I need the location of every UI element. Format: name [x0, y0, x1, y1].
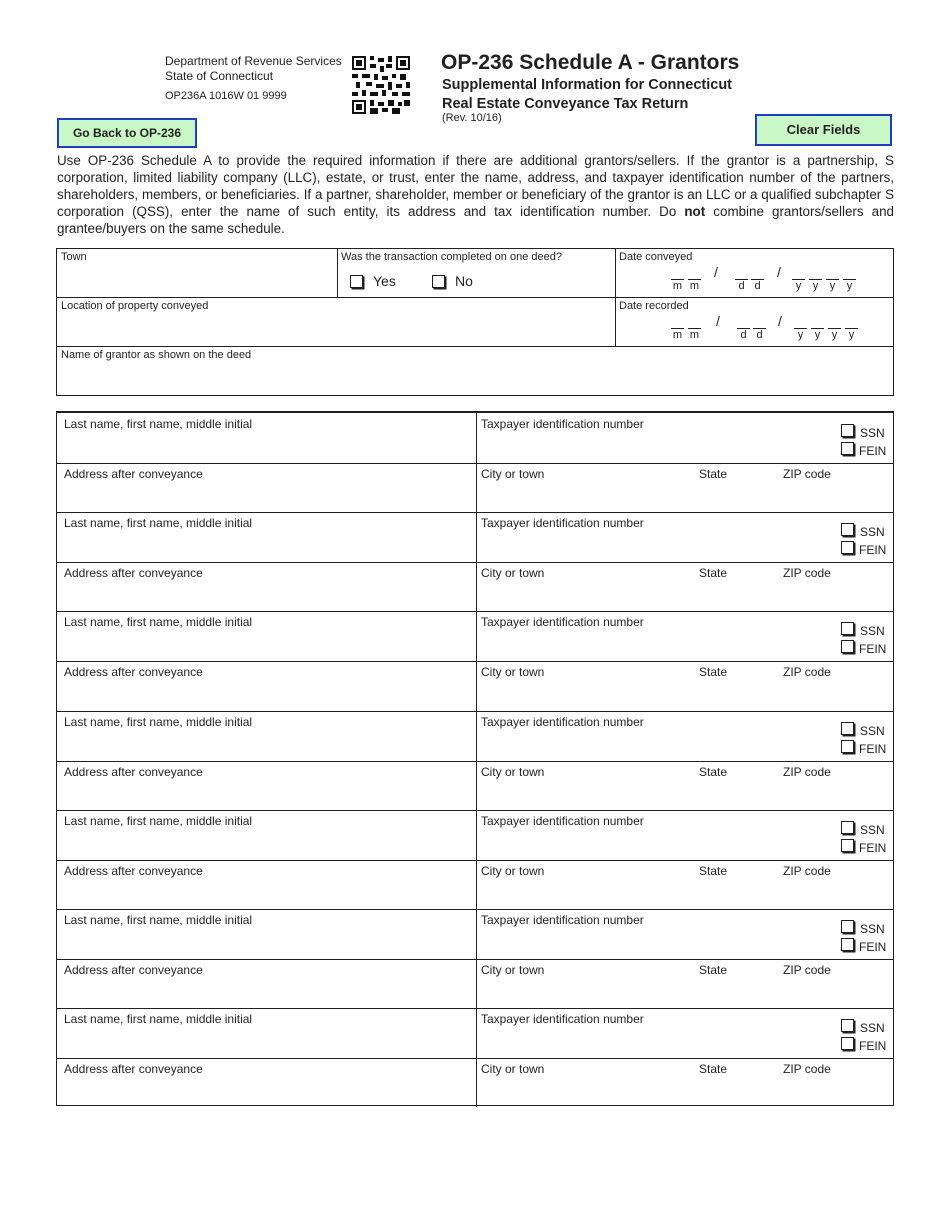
state-field[interactable]: [697, 781, 777, 808]
instructions-emphasis: not: [684, 204, 706, 219]
zip-field[interactable]: [781, 781, 889, 808]
location-label: Location of property conveyed: [61, 300, 209, 312]
tin-field[interactable]: [480, 731, 810, 759]
tin-field[interactable]: [480, 433, 810, 461]
grantor-name-field[interactable]: [61, 830, 471, 858]
instructions-text-1: Use OP-236 Schedule A to provide the required information if there are additional grantors/sellers. If the grantor is a partnership, S corporation, limited liability company (LLC), estate, or trust, enter the name, address, and taxpayer identification number of the partners, shareholders, members, or beneficiaries. If a partner, shareholder, member or beneficiary of the grantor is an LLC or a qualified subchapter S corporation (QSS), enter the name of such entity, its address and tax identification number. Do: [57, 153, 894, 219]
address-label: Address after conveyance: [64, 863, 203, 878]
date-recorded-day-1: d: [737, 328, 750, 342]
fein-label: FEIN: [859, 444, 887, 458]
tin-label: Taxpayer identification number: [481, 913, 644, 927]
no-checkbox[interactable]: [432, 275, 445, 288]
date-conveyed-day-1: d: [735, 279, 748, 293]
ssn-checkbox[interactable]: [841, 622, 854, 635]
ssn-checkbox[interactable]: [841, 424, 854, 437]
date-recorded-year-2: y: [811, 328, 824, 342]
address-field[interactable]: [61, 1078, 471, 1105]
form-title: OP-236 Schedule A - Grantors: [441, 51, 740, 74]
tin-label: Taxpayer identification number: [481, 417, 644, 431]
date-recorded-day-2: d: [753, 328, 766, 342]
address-field[interactable]: [61, 681, 471, 708]
instructions-paragraph: [57, 152, 894, 237]
address-label: Address after conveyance: [64, 963, 203, 977]
tin-label: Taxpayer identification number: [481, 615, 644, 630]
state-field[interactable]: [697, 582, 777, 609]
date-recorded-slash-1: /: [716, 313, 720, 329]
fein-label: FEIN: [859, 543, 887, 558]
ssn-checkbox[interactable]: [841, 1019, 854, 1032]
tin-label: Taxpayer identification number: [481, 516, 644, 531]
grantor-block: [57, 711, 893, 810]
date-recorded-year-1: y: [794, 328, 807, 342]
date-conveyed-slash-2: /: [777, 264, 781, 280]
grantor-block: [57, 909, 893, 1008]
grantor-name-label: Last name, first name, middle initial: [64, 615, 253, 630]
state-label: State: [699, 764, 728, 779]
date-conveyed-year-1: y: [792, 279, 805, 293]
fein-checkbox[interactable]: [841, 640, 854, 653]
city-label: City or town: [481, 1062, 545, 1077]
grantor-name-field[interactable]: [61, 731, 471, 759]
ssn-checkbox[interactable]: [841, 920, 854, 933]
form-code: OP236A 1016W 01 9999: [165, 90, 287, 102]
date-recorded-year-4: y: [845, 328, 858, 342]
tin-field[interactable]: [480, 631, 810, 659]
ssn-label: SSN: [860, 822, 885, 837]
address-field[interactable]: [61, 880, 471, 907]
state-label: State: [699, 566, 728, 581]
grantors-table: [56, 411, 894, 1106]
zip-field[interactable]: [781, 483, 889, 510]
city-label: City or town: [481, 665, 545, 680]
yes-checkbox[interactable]: [350, 275, 363, 288]
fein-label: FEIN: [859, 741, 887, 756]
form-subtitle-line1: Supplemental Information for Connecticut: [442, 77, 733, 93]
address-label: Address after conveyance: [64, 1062, 203, 1077]
city-label: City or town: [481, 566, 545, 581]
city-field[interactable]: [480, 979, 690, 1006]
tin-label: Taxpayer identification number: [481, 714, 644, 729]
fein-checkbox[interactable]: [841, 1037, 854, 1050]
date-recorded-slash-2: /: [778, 313, 782, 329]
city-label: City or town: [481, 764, 545, 779]
fein-label: FEIN: [859, 642, 887, 657]
date-conveyed-day-2: d: [751, 279, 764, 293]
no-label: No: [455, 273, 473, 289]
ssn-label: SSN: [860, 525, 885, 540]
state-label: State: [699, 467, 728, 481]
zip-label: ZIP code: [783, 863, 831, 878]
date-conveyed-label: Date conveyed: [619, 251, 693, 263]
state-label: State: [699, 665, 728, 680]
date-conveyed-year-2: y: [809, 279, 822, 293]
address-field[interactable]: [61, 582, 471, 609]
state-label: State: [699, 963, 728, 977]
zip-label: ZIP code: [783, 566, 831, 581]
tin-field[interactable]: [480, 532, 810, 560]
fein-checkbox[interactable]: [841, 442, 854, 455]
town-label: Town: [61, 251, 87, 263]
grantor-name-field[interactable]: [61, 929, 471, 957]
address-label: Address after conveyance: [64, 566, 203, 581]
date-recorded-year-3: y: [828, 328, 841, 342]
fein-checkbox[interactable]: [841, 839, 854, 852]
instructions-text-2: combine grantors/sellers and grantee/buyers on the same schedule.: [57, 204, 894, 236]
revision-date: (Rev. 10/16): [442, 112, 502, 124]
date-recorded-label: Date recorded: [619, 300, 689, 312]
date-conveyed-year-3: y: [826, 279, 839, 293]
city-label: City or town: [481, 863, 545, 878]
department-name: Department of Revenue Services: [165, 54, 342, 68]
date-conveyed-month-1: m: [672, 280, 683, 292]
location-field[interactable]: [59, 314, 611, 344]
grantor-name-label: Last name, first name, middle initial: [64, 417, 253, 431]
grantor-name-label: Last name, first name, middle initial: [64, 1012, 253, 1027]
yes-label: Yes: [373, 273, 396, 289]
zip-label: ZIP code: [783, 963, 831, 977]
fein-checkbox[interactable]: [841, 938, 854, 951]
ssn-label: SSN: [860, 1021, 885, 1036]
city-field[interactable]: [480, 1078, 690, 1105]
grantor-name-label: Last name, first name, middle initial: [64, 516, 253, 531]
ssn-label: SSN: [860, 922, 885, 936]
address-field[interactable]: [61, 979, 471, 1006]
ssn-checkbox[interactable]: [841, 821, 854, 834]
address-label: Address after conveyance: [64, 764, 203, 779]
ssn-label: SSN: [860, 723, 885, 738]
grantor-deed-name-label: Name of grantor as shown on the deed: [61, 349, 252, 361]
ssn-checkbox[interactable]: [841, 523, 854, 536]
ssn-label: SSN: [860, 426, 885, 440]
property-info-section: [56, 248, 894, 396]
tin-field[interactable]: [480, 1028, 810, 1056]
go-back-button[interactable]: Go Back to OP-236: [57, 118, 197, 148]
town-field[interactable]: [59, 265, 333, 295]
city-field[interactable]: [480, 781, 690, 808]
fein-label: FEIN: [859, 1039, 887, 1054]
zip-label: ZIP code: [783, 1062, 831, 1077]
state-field[interactable]: [697, 483, 777, 510]
date-conveyed-year-4: y: [843, 279, 856, 293]
city-field[interactable]: [480, 880, 690, 907]
state-field[interactable]: [697, 681, 777, 708]
grantor-block: [57, 413, 893, 512]
address-field[interactable]: [61, 781, 471, 808]
grantor-name-label: Last name, first name, middle initial: [64, 714, 253, 729]
one-deed-label: Was the transaction completed on one deed?: [341, 251, 562, 263]
zip-field[interactable]: [781, 880, 889, 907]
grantor-block: [57, 611, 893, 710]
fein-checkbox[interactable]: [841, 541, 854, 554]
tin-field[interactable]: [480, 830, 810, 858]
ssn-checkbox[interactable]: [841, 722, 854, 735]
state-field[interactable]: [697, 1078, 777, 1105]
address-label: Address after conveyance: [64, 467, 203, 481]
grantor-block: [57, 1008, 893, 1107]
date-conveyed-slash-1: /: [714, 264, 718, 280]
tin-label: Taxpayer identification number: [481, 1012, 644, 1027]
city-label: City or town: [481, 963, 545, 977]
zip-field[interactable]: [781, 681, 889, 708]
grantor-name-field[interactable]: [61, 433, 471, 461]
zip-label: ZIP code: [783, 764, 831, 779]
date-recorded-month-2: m: [689, 329, 700, 341]
fein-label: FEIN: [859, 840, 887, 855]
zip-field[interactable]: [781, 979, 889, 1006]
zip-field[interactable]: [781, 582, 889, 609]
grantor-name-label: Last name, first name, middle initial: [64, 813, 253, 828]
state-label: State: [699, 863, 728, 878]
state-field[interactable]: [697, 979, 777, 1006]
grantor-name-field[interactable]: [61, 1028, 471, 1056]
state-field[interactable]: [697, 880, 777, 907]
tin-label: Taxpayer identification number: [481, 813, 644, 828]
form-subtitle-line2: Real Estate Conveyance Tax Return: [442, 96, 689, 112]
zip-field[interactable]: [781, 1078, 889, 1105]
city-field[interactable]: [480, 681, 690, 708]
clear-fields-button[interactable]: Clear Fields: [755, 114, 892, 146]
ssn-label: SSN: [860, 624, 885, 639]
grantor-block: [57, 810, 893, 909]
state-name: State of Connecticut: [165, 69, 274, 83]
address-field[interactable]: [61, 483, 471, 510]
grantor-name-field[interactable]: [61, 631, 471, 659]
fein-label: FEIN: [859, 940, 887, 954]
grantor-name-field[interactable]: [61, 532, 471, 560]
city-field[interactable]: [480, 582, 690, 609]
state-label: State: [699, 1062, 728, 1077]
city-field[interactable]: [480, 483, 690, 510]
grantor-name-label: Last name, first name, middle initial: [64, 913, 253, 927]
zip-label: ZIP code: [783, 665, 831, 680]
grantor-deed-name-field[interactable]: [59, 363, 891, 393]
address-label: Address after conveyance: [64, 665, 203, 680]
date-conveyed-month-2: m: [689, 280, 700, 292]
zip-label: ZIP code: [783, 467, 831, 481]
qr-code-icon: [352, 56, 410, 114]
date-recorded-month-1: m: [672, 329, 683, 341]
tin-field[interactable]: [480, 929, 810, 957]
grantor-block: [57, 512, 893, 611]
city-label: City or town: [481, 467, 545, 481]
fein-checkbox[interactable]: [841, 740, 854, 753]
